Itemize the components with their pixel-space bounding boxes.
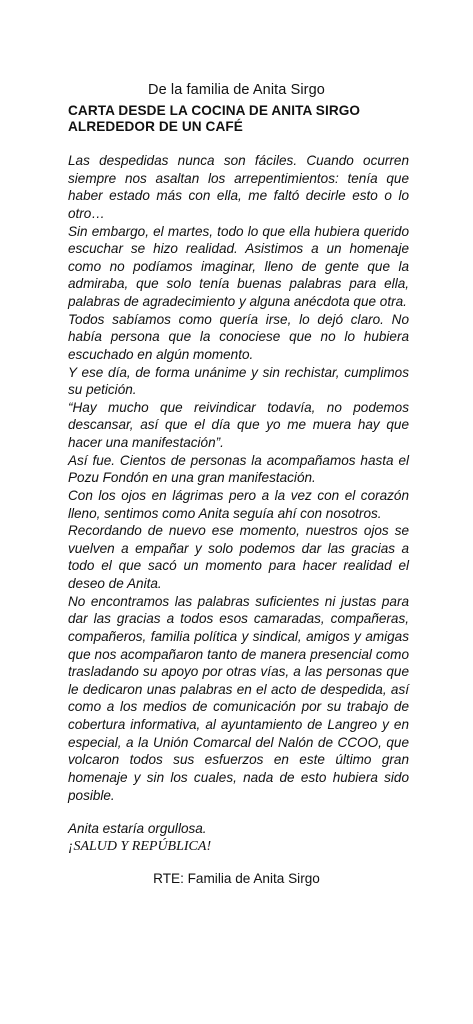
paragraph: Sin embargo, el martes, todo lo que ella hubiera querido escuchar se hizo realidad. Asistimos a un homenaje como no podíamos imaginar, lleno de gente que la admiraba, que solo tenía buenas palabras para ella, palabras de agradecimiento y alguna anécdota que otra.	[68, 223, 409, 309]
paragraph: “Hay mucho que reivindicar todavía, no podemos descansar, así que el día que yo me muera hay que hacer una manifestación”.	[68, 399, 409, 450]
closing-slogan: ¡SALUD Y REPÚBLICA!	[68, 838, 212, 854]
letter-body	[68, 152, 409, 804]
paragraph: Y ese día, de forma unánime y sin rechistar, cumplimos su petición.	[68, 364, 409, 398]
signature-line: RTE: Familia de Anita Sirgo	[153, 871, 320, 886]
paragraph: Así fue. Cientos de personas la acompañamos hasta el Pozu Fondón en una gran manifestación.	[68, 452, 409, 486]
title-line-2: ALREDEDOR DE UN CAFÉ	[68, 119, 243, 134]
letter-title	[68, 103, 428, 135]
paragraph: No encontramos las palabras suficientes ni justas para dar las gracias a todos esos camaradas, compañeras, compañeros, familia política y sindical, amigos y amigas que nos acompañaron tanto de manera presencial como trasladando su apoyo por otras vías, a las personas que le dedicaron unas palabras en el acto de despedida, así como a los medios de comunicación por su trabajo de cobertura informativa, al ayuntamiento de Langreo y en especial, a la Unión Comarcal del Nalón de CCOO, que volcaron todos sus esfuerzos en este último gran homenaje y sin los cuales, nada de esto hubiera sido posible.	[68, 593, 409, 803]
closing-block	[68, 820, 409, 855]
paragraph: Todos sabíamos como quería irse, lo dejó claro. No había persona que la conociese que no lo hubiera escuchado en algún momento.	[68, 311, 409, 362]
paragraph: Recordando de nuevo ese momento, nuestros ojos se vuelven a empañar y solo podemos dar las gracias a todo el que sacó un momento para hacer realidad el deseo de Anita.	[68, 523, 409, 591]
title-line-1: CARTA DESDE LA COCINA DE ANITA SIRGO	[68, 103, 361, 118]
paragraph: Con los ojos en lágrimas pero a la vez con el corazón lleno, sentimos como Anita seguía ahí con nosotros.	[68, 487, 409, 521]
closing-line: Anita estaría orgullosa.	[68, 821, 207, 836]
from-line: De la familia de Anita Sirgo	[148, 82, 325, 98]
paragraph: Las despedidas nunca son fáciles. Cuando ocurren siempre nos asaltan los arrepentimientos: tenía que haber estado más con ella, me faltó decirle esto o lo otro…	[68, 153, 409, 221]
